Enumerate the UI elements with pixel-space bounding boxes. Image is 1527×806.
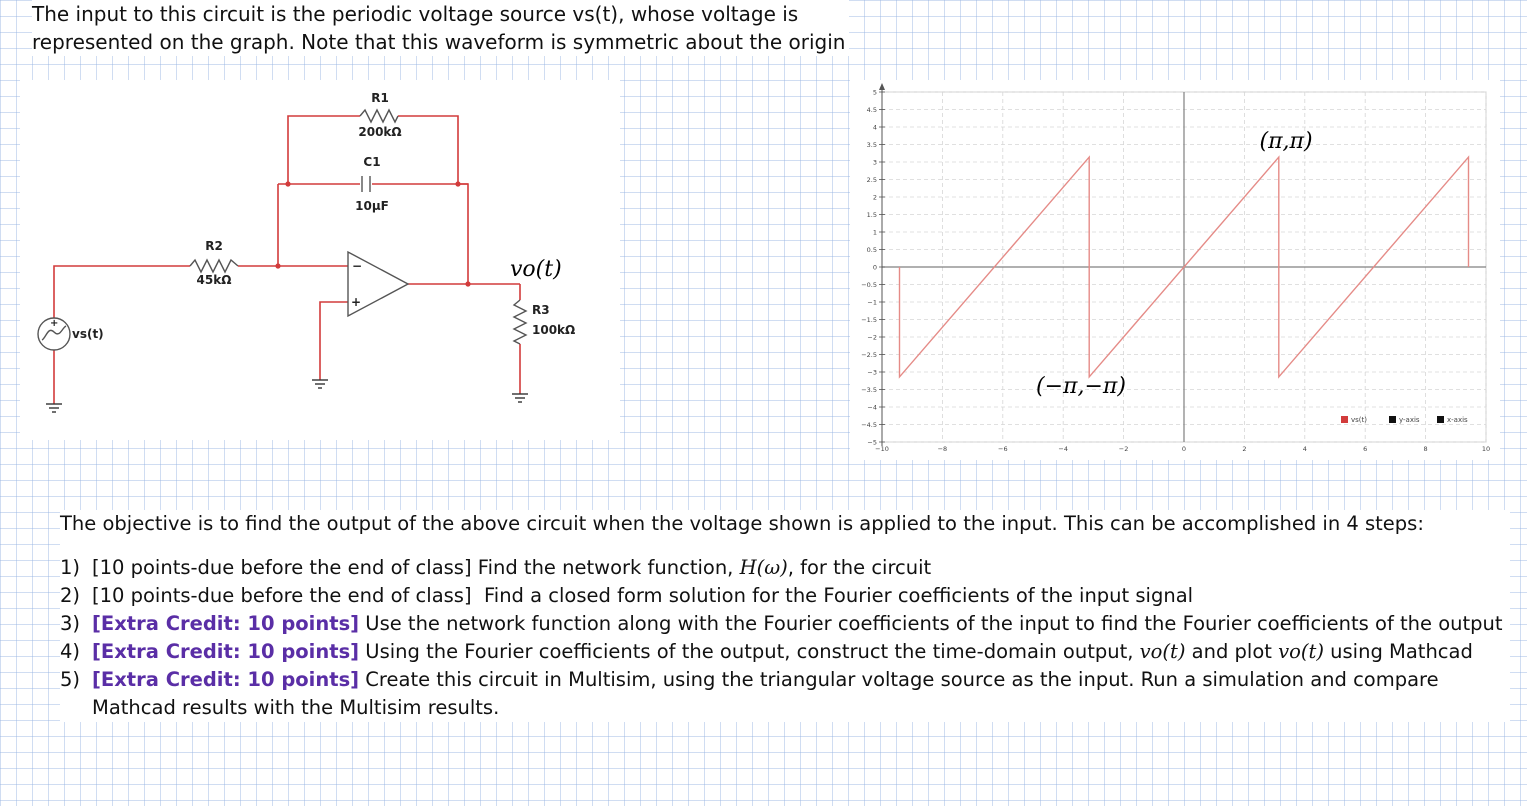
x-tick-label: 8: [1423, 445, 1428, 453]
legend-swatch: [1437, 416, 1444, 423]
x-tick-label: 0: [1181, 445, 1187, 453]
legend-label: y-axis: [1399, 416, 1420, 424]
annotation-pi-pi: (π,π): [1259, 129, 1313, 154]
y-tick-label: 0: [872, 263, 877, 272]
intro-text: [32, 0, 849, 56]
output-symbol-2: vo(t): [1278, 640, 1324, 663]
extra-credit-tag: [Extra Credit: 10 points]: [92, 612, 360, 635]
opamp-minus-sign: −: [352, 259, 363, 273]
waveform-graph: [850, 80, 1500, 460]
r1-label: R1: [371, 91, 389, 105]
y-tick-label: −2.5: [861, 351, 877, 359]
step-number: 4): [60, 640, 81, 663]
y-tick-label: 1.5: [866, 211, 877, 219]
x-tick-label: −8: [937, 445, 948, 453]
network-function-symbol: H(ω): [739, 556, 788, 579]
step-number: 5): [60, 668, 81, 691]
r2-label: R2: [205, 239, 223, 253]
x-tick-label: 2: [1242, 445, 1247, 453]
step-item-3: [60, 610, 1510, 638]
graph-background: [850, 80, 1500, 460]
c1-label: C1: [363, 155, 381, 169]
y-tick-label: 2.5: [866, 176, 877, 184]
source-plus-sign: +: [50, 318, 59, 329]
x-tick-label: −4: [1058, 445, 1068, 453]
intro-line-1: The input to this circuit is the periodic voltage source vs(t), whose voltage is: [32, 2, 799, 26]
legend-swatch: [1389, 416, 1396, 423]
source-label: vs(t): [72, 327, 104, 341]
x-tick-label: −6: [998, 445, 1008, 453]
y-tick-label: −3: [867, 368, 877, 377]
step-text: Use the network function along with the Fourier coefficients of the input to find the Fourier coefficients of the output: [365, 612, 1503, 635]
y-tick-label: 2: [872, 193, 877, 202]
r3-value: 100kΩ: [532, 323, 576, 337]
r3-label: R3: [532, 303, 550, 317]
step-number: 1): [60, 556, 81, 579]
step-text: Create this circuit in Multisim, using the triangular voltage source as the input. Run a simulation and compare Mathcad results with the Multisim results.: [92, 668, 1439, 719]
step-item-2: [60, 582, 1510, 610]
extra-credit-tag: [Extra Credit: 10 points]: [92, 668, 360, 691]
objective-text: The objective is to find the output of the above circuit when the voltage shown is applied to the input. This can be accomplished in 4 steps:: [60, 512, 1424, 535]
step-tag: [10 points-due before the end of class]: [92, 584, 472, 607]
step-number: 2): [60, 584, 81, 607]
legend-label: x-axis: [1447, 416, 1468, 424]
step-tag: [10 points-due before the end of class]: [92, 556, 472, 579]
y-tick-label: −1.5: [861, 316, 877, 324]
y-tick-label: 0.5: [866, 246, 877, 254]
c1-value: 10µF: [355, 199, 389, 213]
intro-line-2: represented on the graph. Note that this waveform is symmetric about the origin: [32, 30, 846, 54]
y-tick-label: 5: [872, 88, 877, 97]
circuit-schematic: [20, 80, 620, 440]
step-text: Find a closed form solution for the Fourier coefficients of the input signal: [483, 584, 1194, 607]
extra-credit-tag: [Extra Credit: 10 points]: [92, 640, 360, 663]
y-tick-label: −2: [867, 333, 877, 342]
task-steps: [60, 510, 1510, 722]
y-tick-label: 4: [872, 123, 877, 132]
x-tick-label: 6: [1363, 445, 1368, 453]
step-item-5: [60, 666, 1510, 722]
step-text-tail: using Mathcad: [1330, 640, 1473, 663]
y-tick-label: −4.5: [861, 421, 877, 429]
legend-swatch: [1341, 416, 1348, 423]
legend-label: vs(t): [1351, 416, 1367, 424]
step-item-4: [60, 638, 1510, 666]
r1-value: 200kΩ: [358, 125, 402, 139]
y-tick-label: 3: [872, 158, 877, 167]
y-tick-label: −3.5: [861, 386, 877, 394]
output-symbol: vo(t): [1139, 640, 1186, 663]
x-tick-label: 4: [1302, 445, 1307, 453]
y-tick-label: −0.5: [861, 281, 877, 289]
y-tick-label: 1: [872, 228, 877, 237]
y-tick-label: −4: [867, 403, 877, 412]
y-tick-label: 4.5: [866, 106, 877, 114]
y-tick-label: −5: [867, 438, 877, 447]
step-number: 3): [60, 612, 81, 635]
graph-legend: [1341, 416, 1468, 424]
annotation-neg-pi-neg-pi: (−π,−π): [1036, 374, 1126, 399]
step-text: Using the Fourier coefficients of the output, construct the time-domain output,: [365, 640, 1134, 663]
step-text-mid: and plot: [1191, 640, 1272, 663]
step-list: [60, 554, 1510, 722]
y-tick-label: −1: [867, 298, 877, 307]
x-tick-label: 10: [1481, 445, 1491, 453]
y-tick-label: 3.5: [866, 141, 877, 149]
r2-value: 45kΩ: [196, 273, 232, 287]
x-tick-label: −2: [1118, 445, 1129, 453]
step-text-tail: , for the circuit: [787, 556, 932, 579]
x-tick-label: −10: [875, 445, 889, 453]
output-label: vo(t): [510, 257, 562, 282]
step-text: Find the network function,: [477, 556, 734, 579]
step-item-1: [60, 554, 1510, 582]
opamp-plus-sign: +: [351, 295, 362, 309]
